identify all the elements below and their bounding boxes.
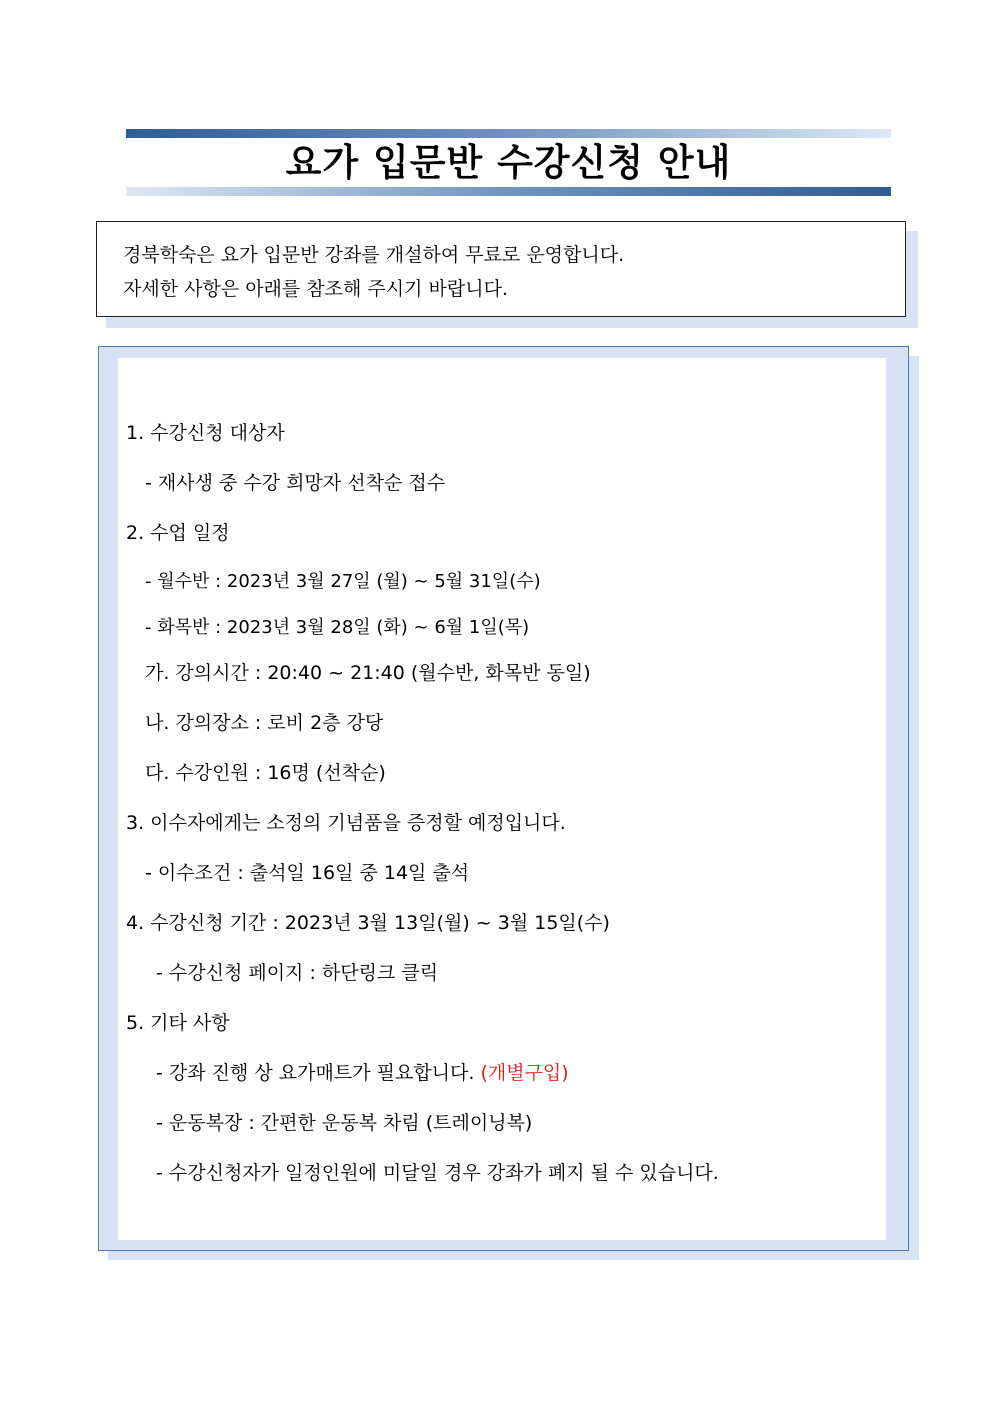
section-1-item: - 재사생 중 수강 희망자 선착순 접수 xyxy=(145,472,446,494)
class-place: 나. 강의장소 : 로비 2층 강당 xyxy=(145,712,384,734)
intro-line-2: 자세한 사항은 아래를 참조해 주시기 바랍니다. xyxy=(123,278,508,300)
section-5-item-2: - 운동복장 : 간편한 운동복 차림 (트레이닝복) xyxy=(156,1112,533,1134)
intro-line-1: 경북학숙은 요가 입문반 강좌를 개설하여 무료로 운영합니다. xyxy=(123,244,625,266)
schedule-mon-wed: - 월수반 : 2023년 3월 27일 (월) ~ 5월 31일(수) xyxy=(145,571,541,592)
section-3-item: - 이수조건 : 출석일 16일 중 14일 출석 xyxy=(145,862,470,884)
title-bar-top xyxy=(126,129,891,138)
schedule-tue-thu: - 화목반 : 2023년 3월 28일 (화) ~ 6월 1일(목) xyxy=(145,617,530,638)
section-4-heading: 4. 수강신청 기간 : 2023년 3월 13일(월) ~ 3월 15일(수) xyxy=(126,912,610,934)
section-1-heading: 1. 수강신청 대상자 xyxy=(126,422,285,444)
section-5-item-1-text: - 강좌 진행 상 요가매트가 필요합니다. xyxy=(156,1062,481,1084)
title-bar-bottom xyxy=(126,187,891,196)
section-5-heading: 5. 기타 사항 xyxy=(126,1012,230,1034)
class-time: 가. 강의시간 : 20:40 ~ 21:40 (월수반, 화목반 동일) xyxy=(145,662,591,684)
section-2-heading: 2. 수업 일정 xyxy=(126,522,230,544)
page-title: 요가 입문반 수강신청 안내 xyxy=(285,141,732,184)
section-3-heading: 3. 이수자에게는 소정의 기념품을 증정할 예정입니다. xyxy=(126,812,566,834)
purchase-note: (개별구입) xyxy=(480,1062,569,1084)
section-5-item-1 xyxy=(156,1058,569,1085)
intro-box xyxy=(96,221,906,317)
section-5-item-3: - 수강신청자가 일정인원에 미달일 경우 강좌가 폐지 될 수 있습니다. xyxy=(156,1162,719,1184)
section-4-item: - 수강신청 페이지 : 하단링크 클릭 xyxy=(156,962,439,984)
class-capacity: 다. 수강인원 : 16명 (선착순) xyxy=(145,762,386,784)
